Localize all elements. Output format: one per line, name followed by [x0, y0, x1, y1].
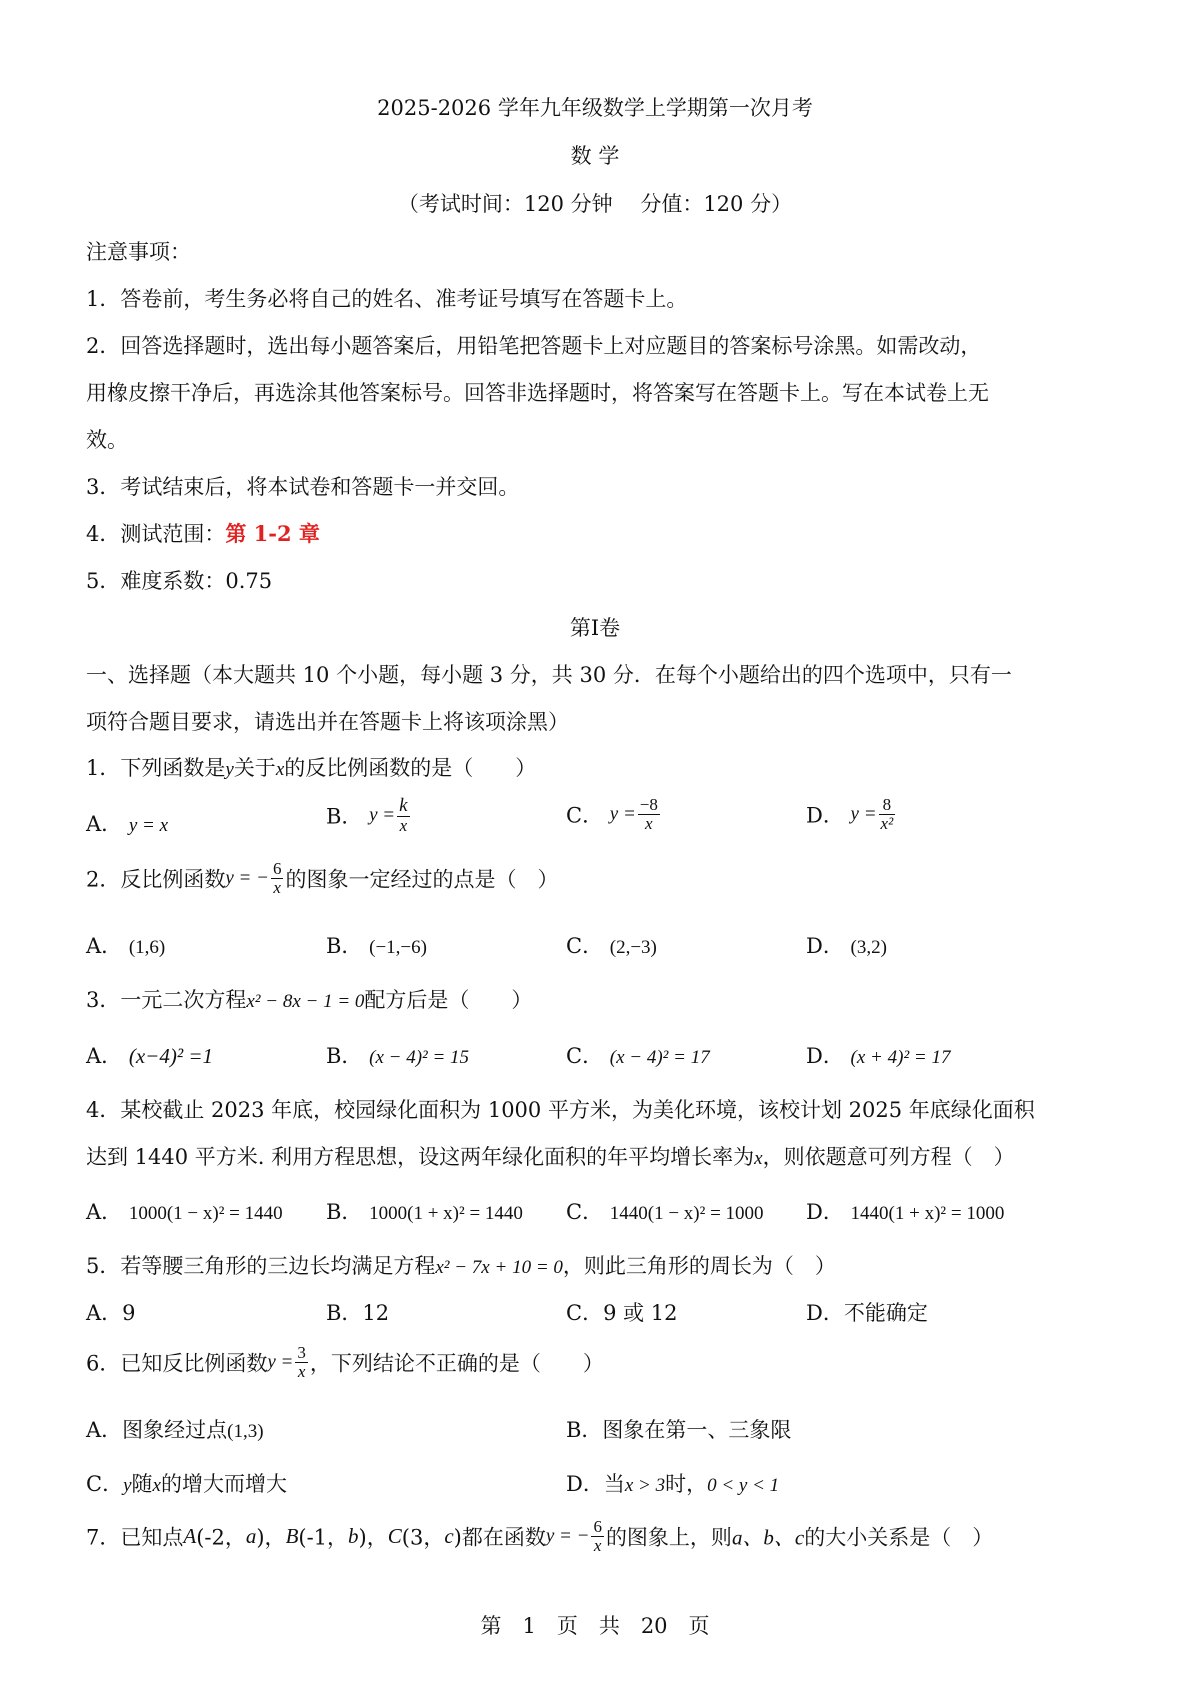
numerator: 6 — [593, 1517, 602, 1536]
q1-option-d — [806, 796, 897, 833]
note-2-line-2: 用橡皮擦干净后，再选涂其他答案标号。回答非选择题时，将答案写在答题卡上。写在本试卷上无 — [86, 381, 989, 405]
denominator: x — [593, 1535, 602, 1555]
q3-equation: x² − 8x − 1 = 0 — [246, 991, 365, 1012]
numerator: 3 — [297, 1343, 306, 1362]
exam-info: （考试时间：120 分钟 分值：120 分） — [397, 192, 793, 216]
option-expr: (2,−3) — [609, 937, 657, 958]
point-a: A — [183, 1523, 197, 1548]
question-7 — [86, 1518, 1104, 1555]
denominator: x — [273, 877, 281, 897]
q6-option-c — [86, 1468, 287, 1498]
notes-heading: 注意事项： — [86, 240, 191, 264]
q1-text: 1．下列函数是 — [86, 756, 226, 780]
option-lhs: y = — [369, 804, 396, 826]
q6-option-d — [566, 1468, 779, 1498]
option-label: B． — [326, 1200, 363, 1224]
option-text: 随 — [131, 1472, 153, 1496]
point-a-end: )， — [256, 1525, 286, 1550]
option-label: D． — [806, 1200, 844, 1224]
option-expr: 0 < y < 1 — [707, 1475, 780, 1496]
q1-var-x: x — [275, 759, 285, 780]
option-expr: 1000(1 + x)² = 1440 — [369, 1203, 523, 1224]
note-4 — [86, 518, 1104, 548]
q2-option-d — [806, 930, 887, 960]
option-expr: (1,3) — [227, 1421, 264, 1442]
q7-text: 7．已知点 — [86, 1525, 184, 1550]
q5-option-d: D．不能确定 — [806, 1301, 928, 1325]
q3-text: 3．一元二次方程 — [86, 988, 247, 1012]
section-heading-line-2: 项符合题目要求，请选出并在答题卡上将该项涂黑） — [86, 710, 569, 734]
q4-option-a — [86, 1196, 283, 1226]
q4-text: 达到 1440 平方米. 利用方程思想，设这两年绿化面积的年平均增长率为 — [86, 1145, 755, 1169]
option-label: B． — [326, 804, 363, 829]
note-2-line-3: 效。 — [86, 428, 128, 452]
var-c: c — [444, 1523, 454, 1548]
option-expr: (1,6) — [128, 937, 166, 958]
option-label: A． — [86, 1044, 123, 1068]
q7-vars: a、b、c — [731, 1525, 805, 1550]
q3-option-c — [566, 1040, 710, 1070]
fraction — [591, 1518, 604, 1555]
q5-text: 5．若等腰三角形的三边长均满足方程 — [86, 1254, 436, 1278]
q6-option-b: B．图象在第一、三象限 — [566, 1418, 792, 1442]
point-b-end: )， — [358, 1525, 388, 1550]
option-expr: 1000(1 − x)² = 1440 — [128, 1203, 283, 1224]
question-4-line-1: 4．某校截止 2023 年底，校园绿化面积为 1000 平方米，为美化环境，该校计划 2025 年底绿化面积 — [86, 1098, 1035, 1122]
q1-text-end: 的反比例函数的是（ ） — [284, 756, 537, 780]
exam-title: 2025-2026 学年九年级数学上学期第一次月考 — [377, 96, 813, 120]
denominator: x — [399, 815, 408, 835]
note-5: 5．难度系数：0.75 — [86, 569, 273, 593]
numerator: 6 — [272, 859, 282, 878]
q3-option-b — [326, 1040, 469, 1070]
option-label: D． — [806, 1044, 844, 1068]
numerator: 8 — [879, 796, 896, 815]
option-label: A． — [86, 1200, 123, 1224]
option-lhs: y = — [609, 803, 636, 825]
q2-option-a — [86, 930, 165, 960]
point-a-coord: (-2， — [196, 1525, 246, 1550]
option-text-end: 的增大而增大 — [160, 1472, 287, 1496]
q6-text-end: ，下列结论不正确的是（ ） — [309, 1351, 604, 1376]
q5-text-end: ，则此三角形的周长为（ ） — [562, 1254, 836, 1278]
note-4-label: 4．测试范围： — [86, 522, 226, 546]
q3-text-end: 配方后是（ ） — [364, 988, 533, 1012]
fraction — [879, 796, 896, 833]
subject-title: 数 学 — [570, 144, 620, 168]
option-expr: y = x — [128, 815, 169, 836]
var-a: a — [245, 1523, 257, 1548]
option-expr: (x−4)² =1 — [128, 1044, 214, 1068]
option-label: A． — [86, 934, 123, 958]
q6-text: 6．已知反比例函数 — [86, 1351, 268, 1376]
question-6 — [86, 1344, 1104, 1381]
q4-option-c — [566, 1196, 764, 1226]
point-b-coord: (-1， — [298, 1525, 349, 1550]
question-3 — [86, 984, 1104, 1014]
q6-option-a — [86, 1414, 264, 1444]
numerator: k — [399, 795, 408, 816]
option-label: C． — [566, 934, 604, 958]
option-expr: 1440(1 + x)² = 1000 — [850, 1203, 1005, 1224]
denominator: x² — [880, 813, 894, 833]
question-2 — [86, 860, 1104, 897]
option-expr: (x − 4)² = 17 — [609, 1047, 710, 1068]
q1-option-b — [326, 796, 412, 835]
option-label: C． — [86, 1472, 124, 1496]
option-expr: (x + 4)² = 17 — [850, 1047, 951, 1068]
option-lhs: y = — [850, 803, 877, 825]
section-heading-line-1: 一、选择题（本大题共 10 个小题，每小题 3 分，共 30 分．在每个小题给出的四个选项中，只有一 — [86, 663, 1012, 687]
point-c-coord: (3， — [401, 1525, 445, 1550]
q6-lhs: y = — [267, 1351, 294, 1373]
q2-text-end: 的图象一定经过的点是（ ） — [285, 867, 559, 892]
option-text: D．当 — [566, 1472, 625, 1496]
q2-option-b — [326, 930, 427, 960]
q2-lhs: y = − — [225, 867, 269, 889]
fraction — [638, 796, 660, 833]
q1-var-y: y — [225, 759, 234, 780]
q5-option-a: A．9 — [86, 1301, 136, 1325]
q4-option-d — [806, 1196, 1004, 1226]
q3-option-a — [86, 1040, 213, 1070]
point-b: B — [285, 1523, 299, 1548]
denominator: x — [297, 1361, 306, 1381]
q3-option-d — [806, 1040, 950, 1070]
note-1: 1．答卷前，考生务必将自己的姓名、准考证号填写在答题卡上。 — [86, 287, 688, 311]
option-text-mid: 时， — [665, 1472, 708, 1496]
var-b: b — [348, 1523, 359, 1548]
option-expr: (−1,−6) — [369, 937, 427, 958]
fraction — [397, 796, 409, 835]
option-label: D． — [806, 803, 844, 828]
q4-text-end: ，则依题意可列方程（ ） — [762, 1145, 1015, 1169]
option-label: C． — [566, 803, 604, 828]
numerator: −8 — [639, 795, 658, 814]
note-2-line-1: 2．回答选择题时，选出每小题答案后，用铅笔把答题卡上对应题目的答案标号涂黑。如需改动， — [86, 334, 982, 358]
q2-text: 2．反比例函数 — [86, 867, 226, 892]
point-c: C — [387, 1523, 402, 1548]
q7-text-end: 的大小关系是（ ） — [804, 1525, 994, 1550]
q7-text-mid: 的图象上，则 — [605, 1525, 732, 1550]
q1-text-mid: 关于 — [233, 756, 276, 780]
q4-option-b — [326, 1196, 523, 1226]
q7-lhs: y = − — [545, 1525, 590, 1547]
option-text: A．图象经过点 — [86, 1418, 228, 1442]
q5-option-c: C．9 或 12 — [566, 1301, 678, 1325]
option-expr: 1440(1 − x)² = 1000 — [609, 1203, 764, 1224]
q1-option-a — [86, 808, 168, 838]
test-scope: 第 1-2 章 — [225, 521, 320, 546]
option-condition: x > 3 — [624, 1475, 666, 1496]
q5-option-b: B．12 — [326, 1301, 390, 1325]
question-1 — [86, 752, 1104, 782]
point-c-end: )都在函数 — [453, 1525, 546, 1550]
option-expr: (x − 4)² = 15 — [369, 1047, 470, 1068]
option-label: C． — [566, 1044, 604, 1068]
option-label: B． — [326, 934, 363, 958]
q2-option-c — [566, 930, 657, 960]
var-x: x — [152, 1475, 161, 1496]
fraction — [271, 860, 284, 897]
q1-option-c — [566, 796, 662, 833]
option-label: C． — [566, 1200, 604, 1224]
note-3: 3．考试结束后，将本试卷和答题卡一并交回。 — [86, 475, 520, 499]
volume-title: 第Ⅰ卷 — [569, 616, 621, 640]
option-label: D． — [806, 934, 844, 958]
var-y: y — [123, 1475, 132, 1496]
question-4-line-2 — [86, 1141, 1104, 1171]
option-label: B． — [326, 1044, 363, 1068]
fraction — [295, 1344, 308, 1381]
option-expr: (3,2) — [850, 937, 887, 958]
q4-var-x: x — [754, 1148, 763, 1169]
q5-equation: x² − 7x + 10 = 0 — [435, 1257, 563, 1278]
page-footer: 第 1 页 共 20 页 — [480, 1614, 710, 1638]
denominator: x — [645, 813, 653, 833]
question-5 — [86, 1250, 1104, 1280]
option-label: A． — [86, 812, 123, 836]
